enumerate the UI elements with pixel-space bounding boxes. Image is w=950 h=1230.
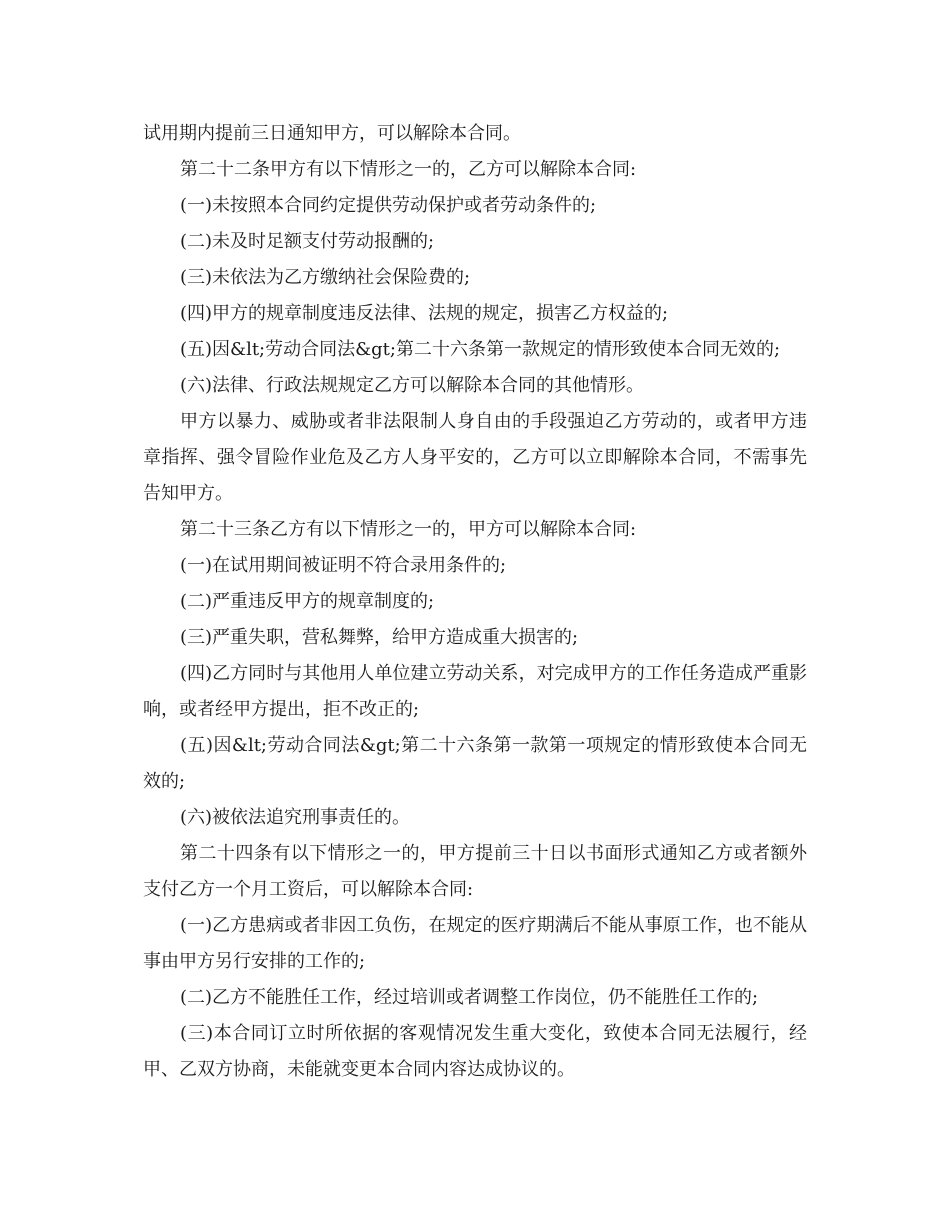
- article-23-item-1: (一)在试用期间被证明不符合录用条件的;: [180, 555, 507, 576]
- paragraph-1: 试用期内提前三日通知甲方，可以解除本合同。: [143, 123, 521, 144]
- article-23-item-3: (三)严重失职，营私舞弊，给甲方造成重大损害的;: [180, 627, 579, 648]
- article-24-item-3: (三)本合同订立时所依据的客观情况发生重大变化，致使本合同无法履行，经甲、乙双方协商，未能就变更本合同内容达成协议的。: [143, 1023, 807, 1080]
- article-22-item-3: (三)未依法为乙方缴纳社会保险费的;: [180, 267, 471, 288]
- article-22-item-2: (二)未及时足额支付劳动报酬的;: [180, 231, 435, 252]
- article-22-item-6: (六)法律、行政法规规定乙方可以解除本合同的其他情形。: [180, 375, 645, 396]
- article-22-heading: 第二十二条甲方有以下情形之一的，乙方可以解除本合同:: [180, 159, 637, 180]
- document-body: [143, 116, 807, 1088]
- article-22-item-5: (五)因&lt;劳动合同法&gt;第二十六条第一款规定的情形致使本合同无效的;: [180, 339, 781, 360]
- article-22-paragraph: 甲方以暴力、威胁或者非法限制人身自由的手段强迫乙方劳动的，或者甲方违章指挥、强令冒险作业危及乙方人身平安的，乙方可以立即解除本合同，不需事先告知甲方。: [143, 411, 807, 504]
- article-22-item-4: (四)甲方的规章制度违反法律、法规的规定，损害乙方权益的;: [180, 303, 669, 324]
- article-23-item-5: (五)因&lt;劳动合同法&gt;第二十六条第一款第一项规定的情形致使本合同无效的;: [143, 735, 807, 792]
- article-24-heading: 第二十四条有以下情形之一的，甲方提前三十日以书面形式通知乙方或者额外支付乙方一个月工资后，可以解除本合同:: [143, 843, 807, 900]
- article-23-item-2: (二)严重违反甲方的规章制度的;: [180, 591, 435, 612]
- article-23-item-6: (六)被依法追究刑事责任的。: [180, 807, 411, 828]
- article-24-item-2: (二)乙方不能胜任工作，经过培训或者调整工作岗位，仍不能胜任工作的;: [180, 987, 759, 1008]
- article-22-item-1: (一)未按照本合同约定提供劳动保护或者劳动条件的;: [180, 195, 597, 216]
- article-23-item-4: (四)乙方同时与其他用人单位建立劳动关系，对完成甲方的工作任务造成严重影响，或者经甲方提出，拒不改正的;: [143, 663, 807, 720]
- article-23-heading: 第二十三条乙方有以下情形之一的，甲方可以解除本合同:: [180, 519, 637, 540]
- article-24-item-1: (一)乙方患病或者非因工负伤，在规定的医疗期满后不能从事原工作，也不能从事由甲方另行安排的工作的;: [143, 915, 807, 972]
